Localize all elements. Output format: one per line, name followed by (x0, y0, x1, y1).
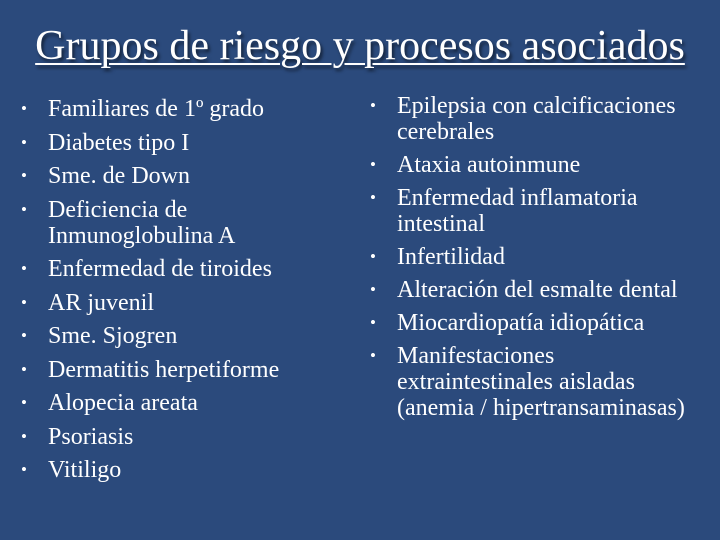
list-item-text: Deficiencia de Inmunoglobulina A (48, 196, 236, 249)
list-item-text: Infertilidad (397, 244, 505, 270)
list-item-text: Enfermedad inflamatoria intestinal (397, 185, 638, 237)
bullet-icon: • (370, 313, 376, 332)
list-item-text: Dermatitis herpetiforme (48, 356, 280, 383)
list-item (21, 390, 351, 416)
list-item-text: Sme. Sjogren (48, 323, 178, 349)
list-item-text: Alopecia areata (48, 390, 198, 416)
list-item-text: Sme. de Down (48, 163, 190, 189)
list-item (21, 424, 351, 450)
bullet-icon: • (21, 460, 27, 479)
bullet-icon: • (21, 426, 27, 446)
list-item (370, 93, 710, 145)
list-item-text: Diabetes tipo I (48, 129, 190, 156)
bullet-icon: • (21, 259, 27, 278)
bullet-icon: • (370, 346, 376, 365)
list-item (21, 163, 351, 189)
bullet-icon: • (370, 188, 376, 207)
list-item-text: AR juvenil (48, 289, 154, 316)
list-item (21, 323, 351, 349)
bullet-icon: • (21, 359, 27, 379)
bullet-icon: • (21, 99, 27, 118)
bullet-icon: • (21, 393, 27, 412)
list-item-text: Alteración del esmalte dental (397, 277, 678, 303)
list-item (21, 197, 351, 249)
bullet-icon: • (21, 199, 27, 219)
bullet-icon: • (370, 280, 376, 299)
list-item-text: Vitiligo (48, 457, 122, 483)
list-item (21, 130, 351, 156)
list-item-text: Miocardiopatía idiopática (397, 310, 645, 336)
bullet-icon: • (21, 132, 27, 152)
list-item (370, 152, 710, 178)
list-item-text: Ataxia autoinmune (397, 152, 581, 178)
list-item-text: Psoriasis (48, 423, 134, 450)
bullet-icon: • (370, 155, 376, 174)
list-item (21, 457, 351, 483)
list-item (370, 277, 710, 303)
list-item-text: Epilepsia con calcificaciones cerebrales (397, 93, 676, 145)
slide-title: Grupos de riesgo y procesos asociados (35, 23, 685, 69)
bullet-icon: • (370, 96, 376, 115)
bullet-icon: • (21, 326, 27, 345)
list-item (21, 357, 351, 383)
bullet-icon: • (21, 292, 27, 312)
list-item-text: Familiares de 1º grado (48, 96, 265, 122)
list-item (21, 96, 351, 122)
list-item (370, 185, 710, 237)
list-item (370, 310, 710, 336)
list-item (21, 290, 351, 316)
bullet-icon: • (370, 247, 376, 266)
list-item (370, 343, 710, 421)
right-bullet-list (370, 93, 710, 428)
list-item-text: Manifestaciones extraintestinales aisladas (anemia / hipertransaminasas) (397, 343, 685, 421)
list-item (370, 244, 710, 270)
bullet-icon: • (21, 166, 27, 185)
list-item (21, 256, 351, 282)
left-bullet-list (21, 96, 351, 491)
list-item-text: Enfermedad de tiroides (48, 256, 272, 282)
